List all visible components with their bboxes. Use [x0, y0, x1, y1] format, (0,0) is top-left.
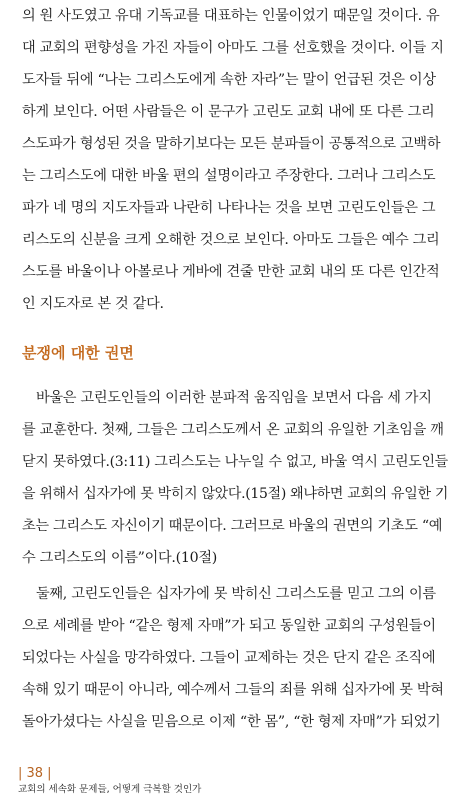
- paragraph-line: 대 교회의 편향성을 가진 자들이 아마도 그를 선호했을 것이다. 이들 지: [22, 40, 444, 56]
- paragraph-line: 초는 그리스도 자신이기 때문이다. 그러므로 바울의 권면의 기초도 “예: [22, 518, 443, 534]
- paragraph-line: 도자들 뒤에 “나는 그리스도에게 속한 자라”는 말이 언급된 것은 이상: [22, 72, 436, 88]
- paragraph-line: 으로 세례를 받아 “같은 형제 자매”가 되고 동일한 교회의 구성원들이: [22, 618, 436, 634]
- page-number: | 38 |: [18, 766, 52, 781]
- paragraph-line: 의 원 사도였고 유대 기독교를 대표하는 인물이었기 때문일 것이다. 유: [22, 8, 440, 24]
- paragraph-line: 수 그리스도의 이름”이다.(10절): [22, 550, 217, 566]
- running-footer-title: 교회의 세속화 문제들, 어떻게 극복할 것인가: [18, 784, 202, 795]
- paragraph-line: 되었다는 사실을 망각하였다. 그들이 교제하는 것은 단지 같은 조직에: [22, 650, 436, 666]
- paragraph-line: 파가 네 명의 지도자들과 나란히 나타나는 것을 보면 고린도인들은 그: [22, 200, 436, 216]
- paragraph-line: 둘째, 고린도인들은 십자가에 못 박히신 그리스도를 믿고 그의 이름: [36, 586, 436, 602]
- paragraph-line: 리스도의 신분을 크게 오해한 것으로 보인다. 아마도 그들은 예수 그리: [22, 232, 440, 248]
- paragraph-line: 돌아가셨다는 사실을 믿음으로 이제 “한 몸”, “한 형제 자매”가 되었기: [22, 714, 441, 730]
- paragraph-line: 스도를 바울이나 아볼로나 게바에 견줄 만한 교회 내의 또 다른 인간적: [22, 264, 440, 280]
- paragraph-line: 을 위해서 십자가에 못 박히지 않았다.(15절) 왜냐하면 교회의 유일한 기: [22, 486, 449, 502]
- paragraph-line: 바울은 고린도인들의 이러한 분파적 움직임을 보면서 다음 세 가지: [36, 390, 432, 406]
- paragraph-line: 를 교훈한다. 첫째, 그들은 그리스도께서 온 교회의 유일한 기초임을 깨: [22, 422, 444, 438]
- paragraph-line: 닫지 못하였다.(3:11) 그리스도는 나누일 수 없고, 바울 역시 고린도인들: [22, 454, 448, 470]
- paragraph-line: 스도파가 형성된 것을 말하기보다는 모든 분파들이 공통적으로 고백하: [22, 136, 441, 152]
- paragraph-line: 는 그리스도에 대한 바울 편의 설명이라고 주장한다. 그러나 그리스도: [22, 168, 436, 184]
- paragraph-line: 하게 보인다. 어떤 사람들은 이 문구가 고린도 교회 내에 또 다른 그리: [22, 104, 435, 120]
- section-heading: 분쟁에 대한 권면: [22, 344, 134, 362]
- paragraph-line: 속해 있기 때문이 아니라, 예수께서 그들의 죄를 위해 십자가에 못 박혀: [22, 682, 444, 698]
- paragraph-line: 인 지도자로 본 것 같다.: [22, 296, 164, 312]
